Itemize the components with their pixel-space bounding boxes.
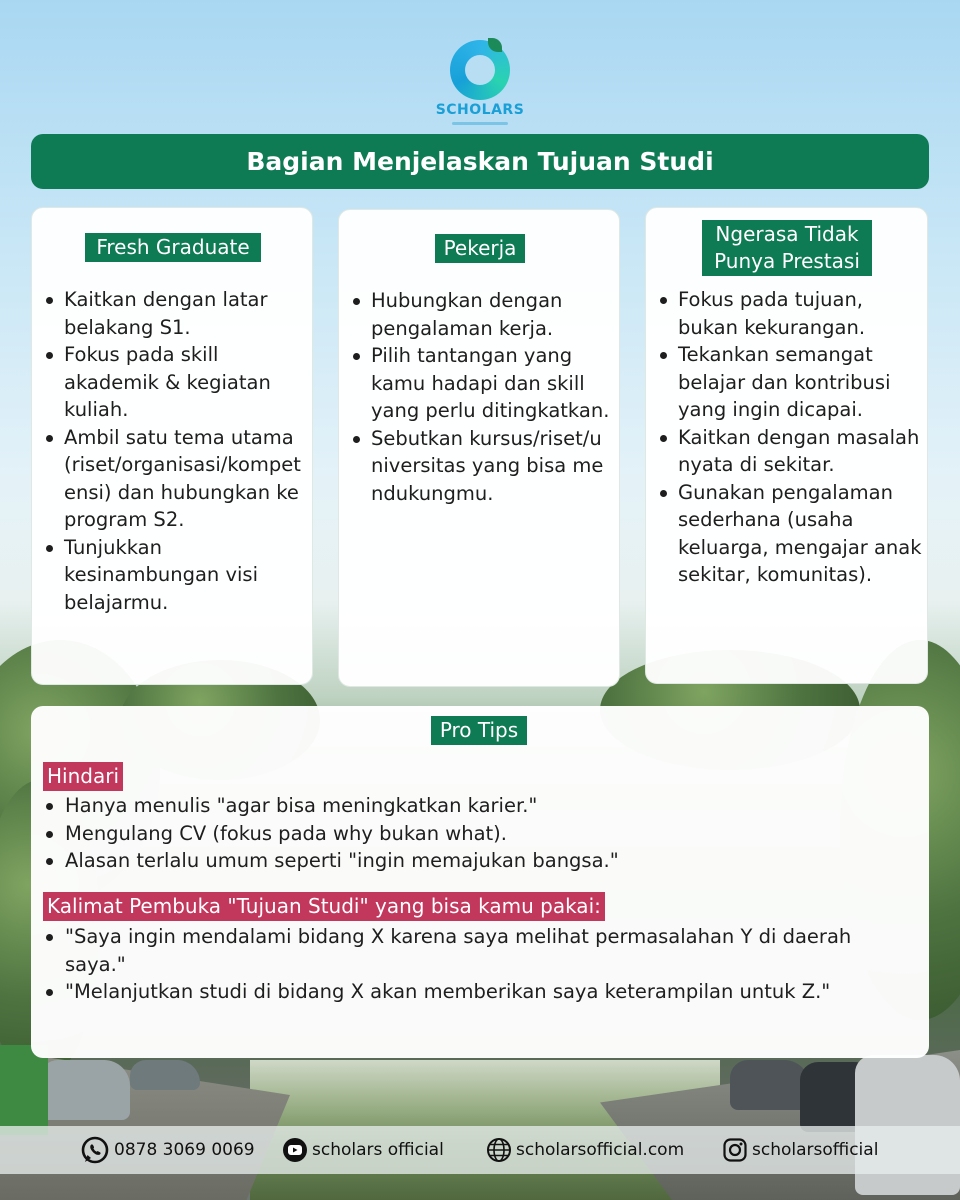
scholars-logo xyxy=(430,38,530,130)
instagram-handle: scholarsofficial xyxy=(752,1140,879,1160)
list-item: Hubungkan dengan pengalaman kerja. xyxy=(351,287,613,342)
list-item: Tekankan semangat belajar dan kontribusi yang ingin dicapai. xyxy=(658,341,924,424)
list-item: Sebutkan kursus/riset/universitas yang bisa mendukungmu. xyxy=(351,425,613,508)
openers-list xyxy=(43,923,863,1006)
card-list xyxy=(351,287,613,507)
youtube-handle: scholars official xyxy=(312,1140,444,1160)
card-title-line: Punya Prestasi xyxy=(714,249,860,273)
footer-phone[interactable] xyxy=(80,1136,255,1164)
list-item: Hanya menulis "agar bisa meningkatkan karier." xyxy=(43,792,903,820)
list-item: Kaitkan dengan latar belakang S1. xyxy=(44,286,306,341)
pro-tips-title: Pro Tips xyxy=(431,716,527,745)
avoid-label: Hindari xyxy=(43,762,123,791)
footer-youtube[interactable] xyxy=(282,1136,444,1164)
website-url: scholarsofficial.com xyxy=(516,1140,685,1160)
card-title-line: Ngerasa Tidak xyxy=(715,222,859,246)
page-title: Bagian Menjelaskan Tujuan Studi xyxy=(246,147,714,176)
list-item: Tunjukkan kesinambungan visi belajarmu. xyxy=(44,534,306,617)
list-item: Gunakan pengalaman sederhana (usaha keluarga, mengajar anak sekitar, komunitas). xyxy=(658,479,924,589)
card-tidak-punya-prestasi xyxy=(645,207,928,684)
card-fresh-graduate xyxy=(31,207,313,685)
card-list xyxy=(44,286,306,616)
card-title: Pekerja xyxy=(435,234,525,263)
card-list xyxy=(658,286,924,589)
avoid-list xyxy=(43,792,903,875)
whatsapp-icon xyxy=(80,1135,110,1165)
list-item: Kaitkan dengan masalah nyata di sekitar. xyxy=(658,424,924,479)
card-title xyxy=(702,220,872,276)
list-item: "Melanjutkan studi di bidang X akan memberikan saya keterampilan untuk Z." xyxy=(43,978,863,1006)
card-pekerja xyxy=(338,209,620,687)
list-item: "Saya ingin mendalami bidang X karena saya melihat permasalahan Y di daerah saya." xyxy=(43,923,863,978)
card-title: Fresh Graduate xyxy=(85,233,261,262)
list-item: Mengulang CV (fokus pada why bukan what). xyxy=(43,820,903,848)
phone-number: 0878 3069 0069 xyxy=(114,1140,255,1160)
pro-tips-panel xyxy=(31,706,929,1058)
list-item: Alasan terlalu umum seperti "ingin memajukan bangsa." xyxy=(43,847,903,875)
openers-label: Kalimat Pembuka "Tujuan Studi" yang bisa kamu pakai: xyxy=(43,892,605,921)
footer-website[interactable] xyxy=(486,1136,684,1164)
list-item: Fokus pada skill akademik & kegiatan kuliah. xyxy=(44,341,306,424)
footer-instagram[interactable] xyxy=(722,1136,878,1164)
list-item: Fokus pada tujuan, bukan kekurangan. xyxy=(658,286,924,341)
list-item: Pilih tantangan yang kamu hadapi dan skill yang perlu ditingkatkan. xyxy=(351,342,613,425)
list-item: Ambil satu tema utama (riset/organisasi/kompetensi) dan hubungkan ke program S2. xyxy=(44,424,306,534)
page-title-banner xyxy=(31,134,929,189)
youtube-icon xyxy=(282,1137,308,1163)
globe-icon xyxy=(486,1137,512,1163)
instagram-icon xyxy=(722,1137,748,1163)
logo-wordmark: SCHOLARS xyxy=(435,102,525,118)
